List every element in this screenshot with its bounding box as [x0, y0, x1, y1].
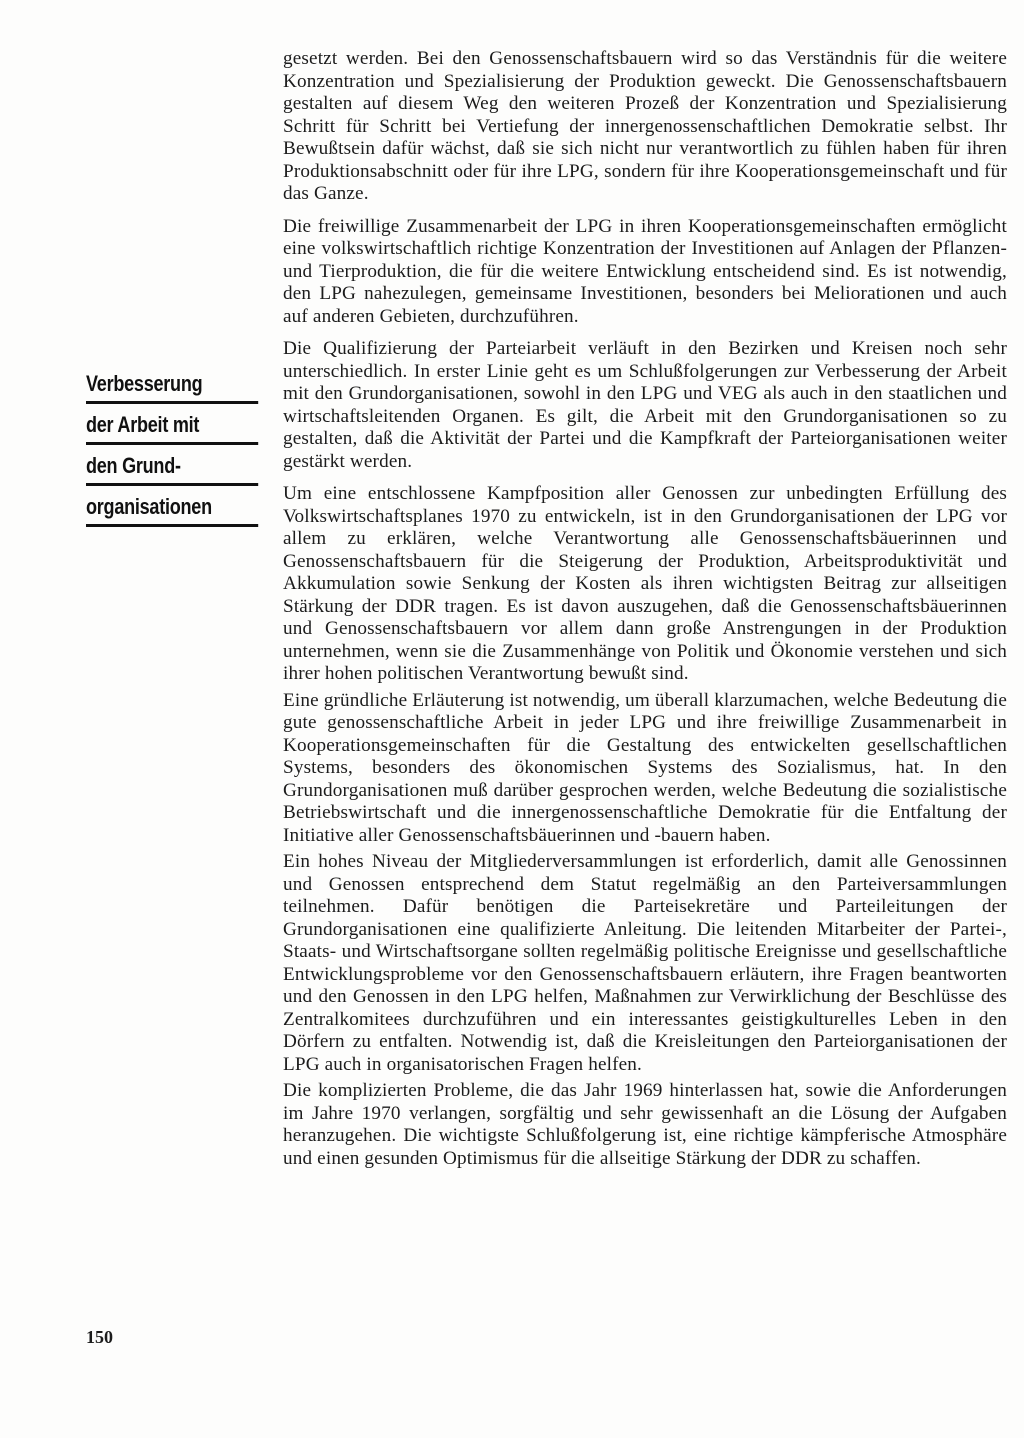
paragraph-fighting-position: Um eine entschlossene Kampfposition aller Genossen zur unbedingten Erfüllung des Volkswirtschaftsplanes 1970 zu entwickeln, ist in den Grundorganisationen der LPG vor allem zu erklären, welche Verantwortung alle Genossenschaftsbäuerinnen und Genossenschaftsbauern für die Steigerung der Produktion, Arbeitsproduktivität und Akkumulation sowie Senkung der Kosten als ihren wichtigsten Beitrag zur allseitigen Stärkung der DDR tragen. Es ist davon auszugehen, daß die Genossenschaftsbäuerinnen und Genossenschaftsbauern vor allem dann große Anstrengungen in der Produktion unternehmen, wenn sie die Zusammenhänge von Politik und Ökonomie verstehen und sich ihrer hohen politischen Verantwortung bewußt sind. [283, 483, 1007, 684]
paragraph-member-meetings: Ein hohes Niveau der Mitgliederversammlungen ist erforderlich, damit alle Genossinnen und Genossen entsprechend dem Statut regelmäßig an den Parteiversammlungen teilnehmen. Dafür benötigen die Parteisekretäre und Parteileitungen der Grundorganisationen eine qualifizierte Anleitung. Die leitenden Mitarbeiter der Partei-, Staats- und Wirtschaftsorgane sollten regelmäßig politische Ereignisse und gesellschaftliche Entwicklungsprobleme vor den Genossenschaftsbauern erläutern, ihre Fragen beantworten und den Genossen in den LPG helfen, Maßnahmen zur Verwirklichung der Beschlüsse des Zentralkomitees durchzuführen und ein interessantes geistigkulturelles Leben in den Dörfern zu entfalten. Notwendig ist, daß die Kreisleitungen den Parteiorganisationen der LPG auch in organisatorischen Fragen helfen. [283, 851, 1007, 1075]
sidebar-heading [86, 370, 266, 534]
sidebar-heading-line: den Grund- [86, 452, 258, 486]
sidebar-heading-line: organisationen [86, 493, 258, 527]
paragraph-continuation: gesetzt werden. Bei den Genossenschaftsbauern wird so das Verständnis für die weitere Konzentration und Spezialisierung der Produktion geweckt. Die Genossenschaftsbauern gestalten auf diesem Weg den weiteren Prozeß der Konzentration und Spezialisierung Schritt für Schritt bei Vertiefung der innergenossenschaftlichen Demokratie selbst. Ihr Bewußtsein dafür wächst, daß sie sich nicht nur verantwortlich zu fühlen haben für ihren Produktionsabschnitt oder für ihre LPG, sondern für ihre Kooperationsgemeinschaft und für das Ganze. [283, 48, 1007, 204]
paragraph-conclusion: Die komplizierten Probleme, die das Jahr 1969 hinterlassen hat, sowie die Anforderungen im Jahre 1970 verlangen, sorgfältig und sehr gewissenhaft an die Lösung der Aufgaben heranzugehen. Die wichtigste Schlußfolgerung ist, eine richtige kämpferische Atmosphäre und einen gesunden Optimismus für die allseitige Stärkung der DDR zu schaffen. [283, 1080, 1007, 1169]
paragraph-explanation: Eine gründliche Erläuterung ist notwendig, um überall klarzumachen, welche Bedeutung die gute genossenschaftliche Arbeit in jeder LPG und ihre freiwillige Zusammenarbeit in Kooperationsgemeinschaften für die Gestaltung des entwickelten gesellschaftlichen Systems, besonders des ökonomischen Systems des Sozialismus, hat. In den Grundorganisationen muß darüber gesprochen werden, welche Bedeutung die sozialistische Betriebswirtschaft und die innergenossenschaftliche Demokratie für die Entfaltung der Initiative aller Genossenschaftsbäuerinnen und -bauern haben. [283, 689, 1007, 846]
paragraph-party-work: Die Qualifizierung der Parteiarbeit verläuft in den Bezirken und Kreisen noch sehr unterschiedlich. In erster Linie geht es um Schlußfolgerungen zur Verbesserung der Arbeit mit den Grundorganisationen, sowohl in den LPG und VEG als auch in den staatlichen und wirtschaftsleitenden Organen. Es gilt, die Arbeit mit den Grundorganisationen so zu gestalten, daß die Aktivität der Partei und die Kampfkraft der Parteiorganisationen weiter gestärkt werden. [283, 338, 1007, 472]
body-text-column [283, 48, 1007, 1170]
sidebar-heading-line: Verbesserung [86, 370, 258, 404]
sidebar-heading-line: der Arbeit mit [86, 411, 258, 445]
page-number: 150 [86, 1327, 113, 1347]
paragraph-investments: Die freiwillige Zusammenarbeit der LPG in ihren Kooperationsgemeinschaften ermöglicht eine volkswirtschaftlich richtige Konzentration der Investitionen auf Anlagen der Pflanzen- und Tierproduktion, die für die weitere Entwicklung entscheidend sind. Es ist notwendig, den LPG nahezulegen, gemeinsame Investitionen, besonders bei Meliorationen und auch auf anderen Gebieten, durchzuführen. [283, 215, 1007, 327]
